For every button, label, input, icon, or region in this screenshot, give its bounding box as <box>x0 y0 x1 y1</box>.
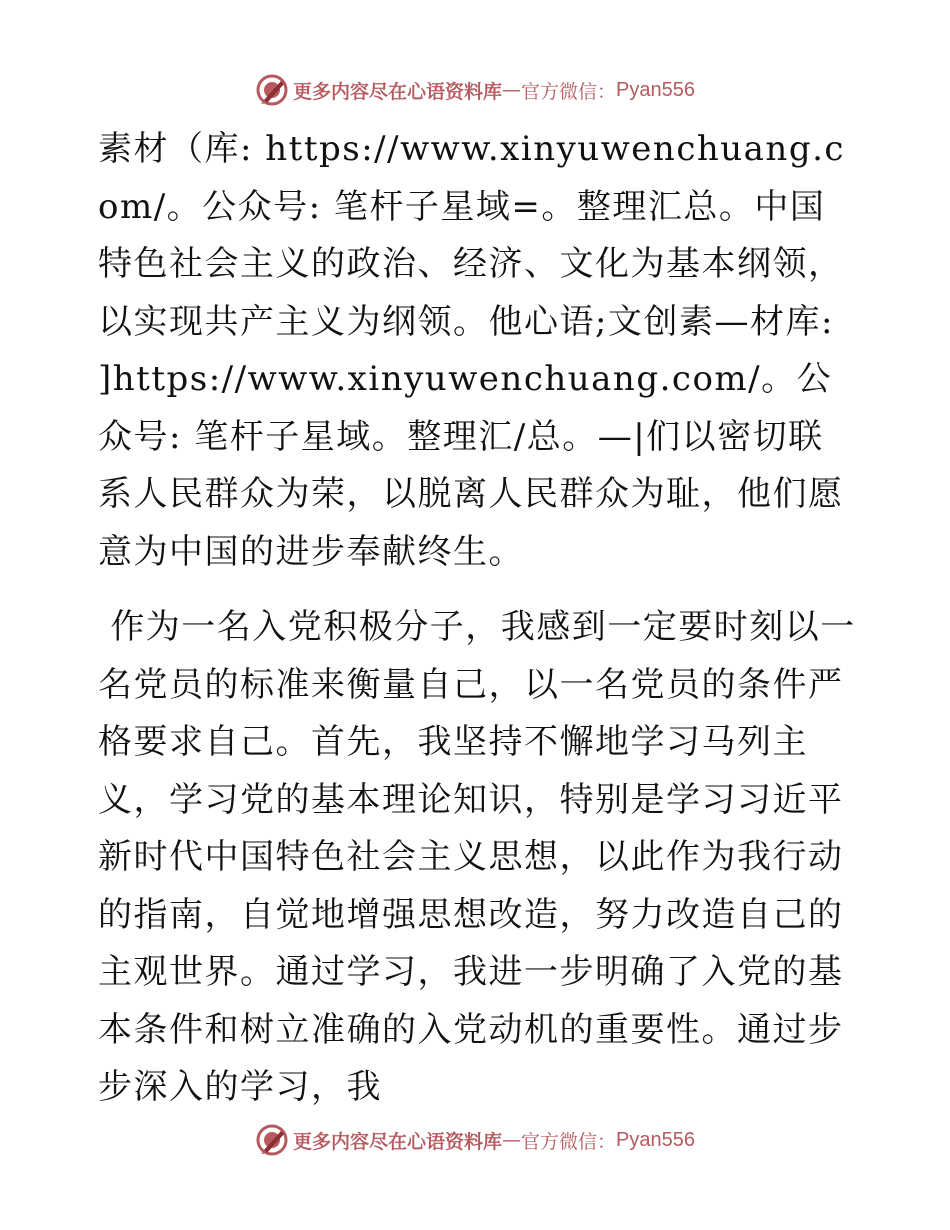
paragraph-1: 素材（库: https://www.xinyuwenchuang.com/。公众号: 笔杆子星域=。整理汇总。中国特色社会主义的政治、经济、文化为基本纲领，以实现共产主义为纲领。他心语;文创素—材库: ]https://www.xinyuwenchuang.com/。公众号: 笔杆子星域。整理汇/总。—|们以密切联系人民群众为荣，以脱离人民群众为耻，他们愿意为中国的进步奉献终生。 <box>98 129 847 572</box>
header-wechat-id: Pyan556 <box>616 78 695 101</box>
footer-banner <box>0 1120 950 1160</box>
paragraph-2: 作为一名入党积极分子，我感到一定要时刻以一名党员的标准来衡量自己，以一名党员的条件严格要求自己。首先，我坚持不懈地学习马列主义，学习党的基本理论知识，特别是学习习近平新时代中国特色社会主义思想，以此作为我行动的指南，自觉地增强思想改造，努力改造自己的主观世界。通过学习，我进一步明确了入党的基本条件和树立准确的入党动机的重要性。通过步步深入的学习，我 <box>98 607 856 1107</box>
pen-logo-icon <box>255 1123 289 1157</box>
header-banner <box>0 70 950 110</box>
footer-separator: — <box>502 1129 522 1151</box>
footer-wechat-label: 官方微信： <box>521 1130 617 1153</box>
header-site-text: 更多内容尽在心语资料库 <box>293 80 503 103</box>
header-wechat-label: 官方微信： <box>521 80 617 103</box>
pen-logo-icon <box>255 73 289 107</box>
header-separator: — <box>502 79 522 101</box>
document-body <box>98 121 858 1117</box>
footer-site-text: 更多内容尽在心语资料库 <box>293 1130 503 1153</box>
footer-wechat-id: Pyan556 <box>616 1128 695 1151</box>
